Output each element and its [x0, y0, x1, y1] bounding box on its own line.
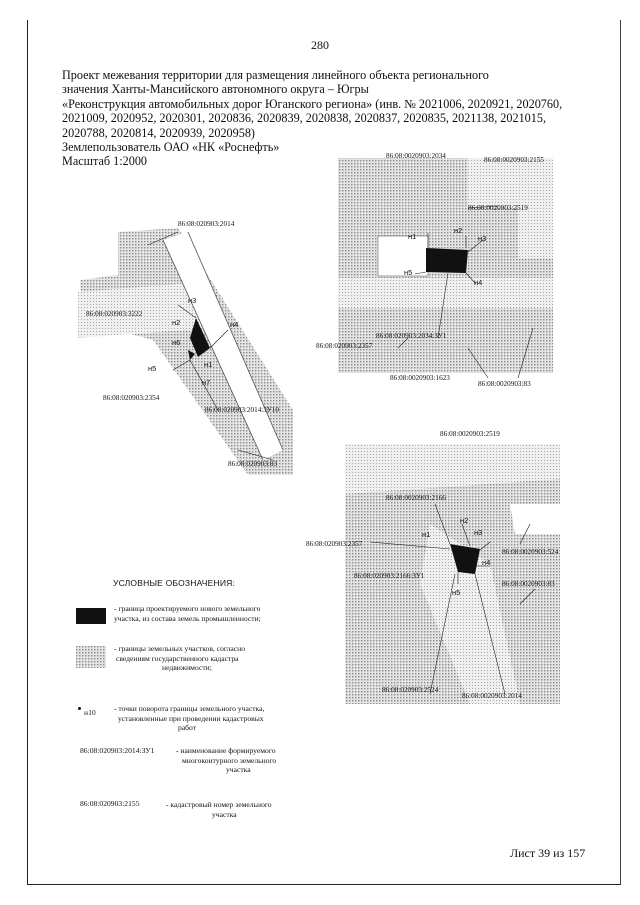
- header-line: Проект межевания территории для размещения линейного объекта регионального: [62, 68, 489, 82]
- legend-swatch-dotted: [76, 646, 106, 668]
- owner-line: Землепользователь ОАО «НК «Роснефть»: [62, 140, 280, 155]
- map-label: 86:08:020903:2166:ЗУ1: [354, 572, 425, 580]
- point-label: н1: [408, 232, 417, 241]
- map-label: 86:08:0020903:2014: [462, 692, 522, 700]
- legend-code: 86:08:020903:2014:ЗУ1: [80, 746, 155, 755]
- legend-text: многоконтурного земельного: [182, 755, 277, 765]
- map-label: 86:08:0020903:2034: [386, 152, 446, 160]
- map-label: 86:08:0020903:2155: [484, 156, 544, 164]
- point-label: н5: [148, 364, 157, 373]
- legend-text: установленные при проведении кадастровых: [118, 713, 264, 723]
- legend-text: участка: [226, 765, 251, 774]
- legend-code: 86:08:020903:2155: [80, 799, 140, 808]
- legend-swatch-black: [76, 608, 106, 624]
- map-3-drawing: [310, 424, 578, 714]
- map-label: 86:08:020903:2014:ЗУ10: [205, 406, 279, 414]
- map-label: 86:08:020903:2524: [382, 686, 439, 694]
- legend-text: сведениям государственного кадастра: [116, 653, 239, 663]
- point-label: н2: [454, 226, 463, 235]
- sheet-counter: Лист 39 из 157: [510, 846, 586, 860]
- map-label: 86:08:020903:3222: [86, 310, 143, 318]
- map-1: [78, 220, 298, 480]
- point-label: н7: [202, 378, 211, 387]
- map-2-drawing: [318, 148, 576, 388]
- map-2: [318, 148, 576, 388]
- map-label: 86:08:020903:83: [228, 460, 278, 468]
- map-label: 86:08:0020903:83: [502, 580, 555, 588]
- legend-text: недвижимости;: [162, 663, 212, 672]
- legend-item-3: [114, 704, 264, 733]
- map-label: 86:08:020903:2034:ЗУ1: [376, 332, 447, 340]
- map-1-drawing: [78, 220, 298, 480]
- point-label: н2: [460, 516, 469, 525]
- header-line: значения Ханты-Мансийского автономного округа – Югры: [62, 82, 369, 97]
- legend-text: участка: [212, 809, 237, 819]
- legend-title: УСЛОВНЫЕ ОБОЗНАЧЕНИЯ:: [113, 578, 236, 588]
- scale-line: Масштаб 1:2000: [62, 154, 148, 169]
- map-label: 86:08:020903:2357: [316, 342, 373, 350]
- header-line: 2020788, 2020814, 2020939, 2020958): [62, 125, 255, 140]
- map-label: 86:08:020903:2014: [178, 220, 235, 228]
- map-label: 86:08:0020903:2519: [440, 430, 500, 438]
- page-number: 280: [311, 38, 329, 52]
- point-label: н1: [422, 530, 431, 539]
- legend-point-label: н10: [84, 708, 96, 717]
- legend-text: - граница проектируемого нового земельного: [114, 604, 261, 613]
- legend-item-1: [114, 604, 261, 623]
- map-label: 86:08:020903:2354: [103, 394, 160, 402]
- legend-text: участка, из состава земель промышленности;: [114, 613, 261, 623]
- point-label: н4: [474, 278, 483, 287]
- header-line: 2021009, 2020952, 2020301, 2020836, 2020839, 2020838, 2020837, 2020835, 2021138, 2021015,: [62, 111, 547, 126]
- legend-text: - точки поворота границы земельного участка,: [114, 704, 265, 713]
- legend-text: работ: [178, 723, 197, 732]
- point-label: н4: [230, 320, 239, 329]
- point-label: н5: [404, 268, 413, 277]
- map-label: 86:08:0020903:2166: [386, 494, 446, 502]
- map-label: 86:08:020903:2357: [306, 540, 363, 548]
- legend-item-5: [166, 800, 272, 819]
- point-label: н1: [204, 360, 213, 369]
- legend-item-4: [176, 746, 276, 775]
- point-label: н3: [188, 296, 197, 305]
- map-label: 86:08:0020903:524: [502, 548, 559, 556]
- map-label: 86:08:0020903:2519: [468, 204, 528, 212]
- legend-item-2: [114, 644, 245, 673]
- map-label: 86:08:0020903:1623: [390, 374, 450, 382]
- point-label: н4: [482, 558, 491, 567]
- map-label: 86:08:0020903:83: [478, 380, 531, 388]
- point-label: н3: [474, 528, 483, 537]
- point-label: н5: [452, 588, 461, 597]
- legend-text: - наименование формируемого: [176, 746, 276, 755]
- legend-text: - кадастровый номер земельного: [166, 800, 272, 809]
- point-label: н2: [172, 318, 181, 327]
- point-marker-icon: [78, 707, 81, 710]
- map-3: [306, 424, 578, 714]
- legend-text: - границы земельных участков, согласно: [114, 644, 246, 653]
- point-label: н3: [478, 234, 487, 243]
- point-label: н6: [172, 338, 181, 347]
- header-line: «Реконструкция автомобильных дорог Юганского региона» (инв. № 2021006, 2020921, 2020760,: [62, 96, 563, 111]
